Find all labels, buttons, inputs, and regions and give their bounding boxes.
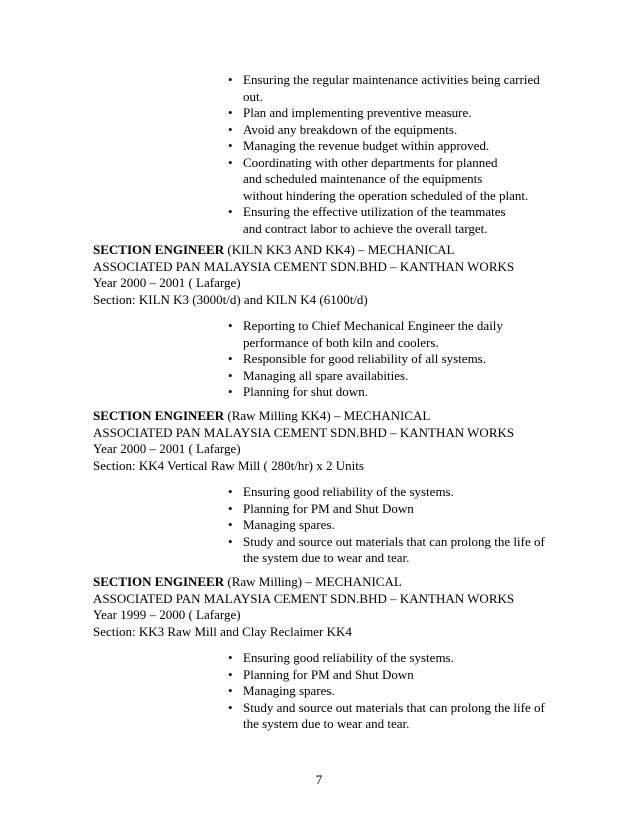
bullet-line: Coordinating with other departments for planned xyxy=(243,154,498,170)
bullet-item xyxy=(228,105,548,122)
bullet-line: and scheduled maintenance of the equipments xyxy=(243,171,483,186)
bullet-line: Avoid any breakdown of the equipments. xyxy=(243,121,458,137)
bullet-list xyxy=(228,72,548,237)
bullet-item xyxy=(228,517,548,534)
bullet-list xyxy=(228,318,548,401)
bullet-icon: • xyxy=(228,204,233,219)
bullet-item xyxy=(228,650,548,667)
job-title-bold: SECTION ENGINEER xyxy=(93,574,225,589)
bullet-item xyxy=(228,700,548,733)
bullet-line: Ensuring the effective utilization of the teammates xyxy=(243,204,506,219)
bullet-line: performance of both kiln and coolers. xyxy=(243,334,439,350)
bullet-icon: • xyxy=(228,650,233,665)
bullet-line: Ensuring good reliability of the systems. xyxy=(243,650,454,665)
bullet-line: Responsible for good reliability of all systems. xyxy=(243,351,486,366)
bullet-line: the system due to wear and tear. xyxy=(243,716,410,731)
job-year: Year 2000 – 2001 ( Lafarge) xyxy=(93,441,241,456)
company-name: ASSOCIATED PAN MALAYSIA CEMENT SDN.BHD – KANTHAN WORKS xyxy=(93,258,515,274)
bullet-line: Plan and implementing preventive measure. xyxy=(243,105,472,120)
job-section-heading xyxy=(93,242,553,308)
bullet-icon: • xyxy=(228,683,233,698)
bullet-icon: • xyxy=(228,351,233,366)
bullet-item xyxy=(228,667,548,684)
bullet-line: Managing the revenue budget within approved. xyxy=(243,138,490,153)
job-section-line: Section: KK4 Vertical Raw Mill ( 280t/hr) x 2 Units xyxy=(93,457,364,473)
bullet-line: Reporting to Chief Mechanical Engineer the daily xyxy=(243,318,503,333)
bullet-item xyxy=(228,484,548,501)
bullet-icon: • xyxy=(228,154,233,170)
bullet-icon: • xyxy=(228,318,233,333)
bullet-item xyxy=(228,72,548,105)
job-section-line: Section: KILN K3 (3000t/d) and KILN K4 (6100t/d) xyxy=(93,291,368,307)
bullet-line: Ensuring the regular maintenance activities being carried xyxy=(243,72,540,87)
bullet-list xyxy=(228,484,548,567)
job-title-bold: SECTION ENGINEER xyxy=(93,408,225,423)
bullet-item xyxy=(228,122,548,139)
bullet-item xyxy=(228,318,548,351)
bullet-item xyxy=(228,534,548,567)
bullet-line: Planning for PM and Shut Down xyxy=(243,666,414,682)
bullet-line: out. xyxy=(243,88,263,104)
bullet-icon: • xyxy=(228,138,233,153)
bullet-line: the system due to wear and tear. xyxy=(243,550,410,565)
bullet-item xyxy=(228,351,548,368)
bullet-icon: • xyxy=(228,367,233,383)
company-name: ASSOCIATED PAN MALAYSIA CEMENT SDN.BHD – KANTHAN WORKS xyxy=(93,590,515,606)
bullet-icon: • xyxy=(228,384,233,399)
bullet-icon: • xyxy=(228,500,233,516)
bullet-line: Ensuring good reliability of the systems. xyxy=(243,484,454,499)
bullet-item xyxy=(228,501,548,518)
job-title xyxy=(93,574,553,591)
bullet-icon: • xyxy=(228,517,233,532)
bullet-icon: • xyxy=(228,484,233,499)
bullet-icon: • xyxy=(228,105,233,120)
bullet-item xyxy=(228,204,548,237)
job-title-bold: SECTION ENGINEER xyxy=(93,242,225,257)
bullet-icon: • xyxy=(228,121,233,137)
job-title xyxy=(93,242,553,259)
job-title-detail: (Raw Milling) – MECHANICAL xyxy=(224,574,402,589)
bullet-line: without hindering the operation scheduled of the plant. xyxy=(243,187,529,203)
bullet-item xyxy=(228,368,548,385)
bullet-icon: • xyxy=(228,666,233,682)
bullet-icon: • xyxy=(228,699,233,715)
bullet-line: Study and source out materials that can prolong the life of xyxy=(243,699,545,715)
job-section-line: Section: KK3 Raw Mill and Clay Reclaimer KK4 xyxy=(93,623,352,639)
bullet-item xyxy=(228,384,548,401)
bullet-list xyxy=(228,650,548,733)
bullet-line: Planning for shut down. xyxy=(243,384,368,399)
bullet-line: and contract labor to achieve the overall target. xyxy=(243,220,488,236)
job-section-heading xyxy=(93,574,553,640)
bullet-item xyxy=(228,683,548,700)
bullet-item xyxy=(228,138,548,155)
job-section-heading xyxy=(93,408,553,474)
bullet-line: Planning for PM and Shut Down xyxy=(243,500,414,516)
page-number: 7 xyxy=(315,772,323,787)
bullet-line: Managing all spare availabities. xyxy=(243,367,409,383)
bullet-icon: • xyxy=(228,72,233,87)
job-title xyxy=(93,408,553,425)
bullet-line: Managing spares. xyxy=(243,683,335,698)
bullet-line: Managing spares. xyxy=(243,517,335,532)
job-year: Year 1999 – 2000 ( Lafarge) xyxy=(93,607,241,622)
job-year: Year 2000 – 2001 ( Lafarge) xyxy=(93,275,241,290)
job-title-detail: (KILN KK3 AND KK4) – MECHANICAL xyxy=(224,242,455,257)
company-name: ASSOCIATED PAN MALAYSIA CEMENT SDN.BHD – KANTHAN WORKS xyxy=(93,424,515,440)
bullet-line: Study and source out materials that can prolong the life of xyxy=(243,533,545,549)
job-title-detail: (Raw Milling KK4) – MECHANICAL xyxy=(224,408,431,423)
bullet-icon: • xyxy=(228,533,233,549)
bullet-item xyxy=(228,155,548,205)
